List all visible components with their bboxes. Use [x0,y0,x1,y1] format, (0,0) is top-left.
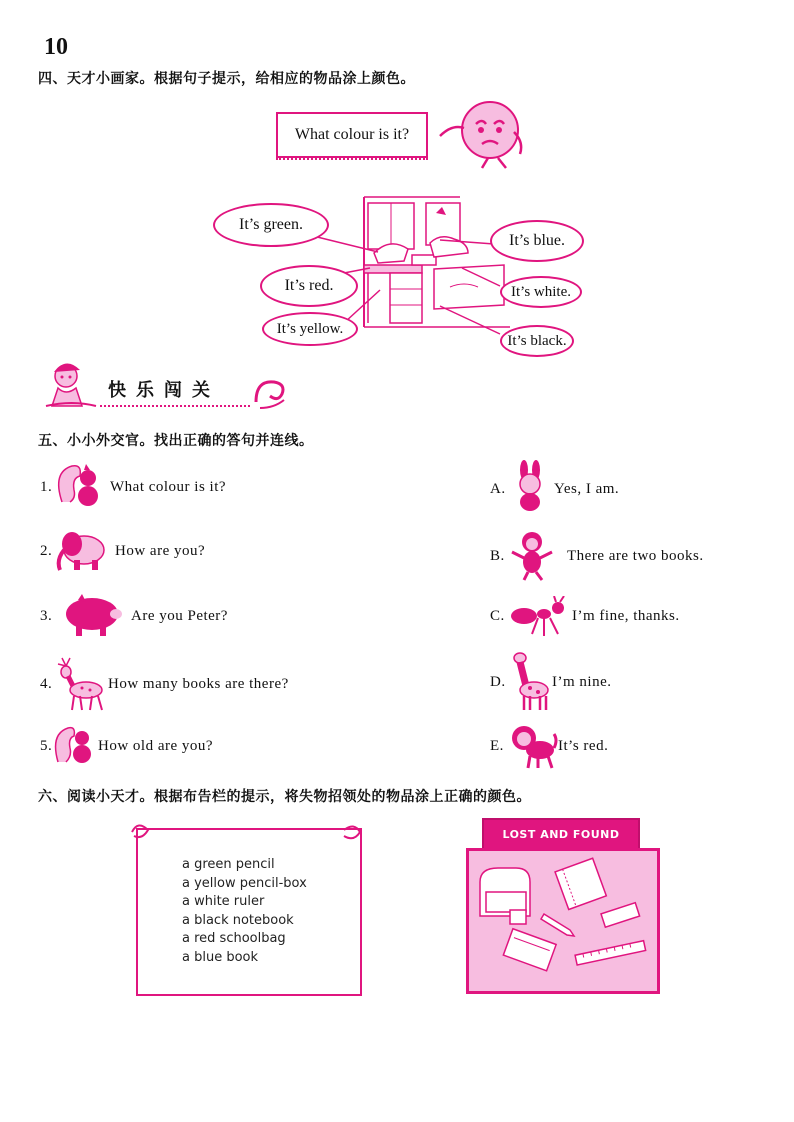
bubble-white-text: It’s white. [511,283,571,300]
bubble-blue-text: It’s blue. [509,232,565,249]
squirrel-icon [54,462,106,510]
lost-items-illustration [470,852,652,986]
bubble-yellow-text: It’s yellow. [276,320,344,337]
question-text: Are you Peter? [131,608,228,624]
bubble-blue [490,220,584,262]
giraffe-icon [508,650,552,712]
notice-item: a green pencil [182,857,275,872]
question-sign-text: What colour is it? [294,126,410,143]
answer-text: There are two books. [567,548,704,564]
deer-icon [54,656,106,712]
answer-letter: D. [490,674,506,690]
bubble-black [500,325,574,357]
question-number: 3. [40,608,53,624]
notice-pins [128,818,368,848]
answer-text: I’m fine, thanks. [572,608,680,624]
answer-text: I’m nine. [552,674,612,690]
bubble-black-text: It’s black. [507,332,567,349]
notice-item: a white ruler [182,894,265,909]
notice-item: a black notebook [182,912,294,928]
elephant-icon [54,528,112,574]
answer-letter: B. [490,548,505,564]
pencil-icon [541,914,574,936]
schoolbag-icon [480,868,530,924]
notice-item: a blue book [182,949,259,965]
answer-text: Yes, I am. [554,481,620,497]
lion-icon [508,722,558,770]
question-text: What colour is it? [110,479,227,495]
section-5-title: 五、小小外交官。找出正确的答句并连线。 [38,433,314,449]
book-icon [503,929,556,971]
banner-title: 快乐闯关 [108,380,220,401]
banner-underline [100,405,250,411]
answer-text: It’s red. [558,738,609,754]
pointer-lines [0,0,794,360]
question-text: How many books are there? [108,676,289,692]
ant-icon [506,596,572,638]
section-4-title: 四、天才小画家。根据句子提示，给相应的物品涂上颜色。 [38,71,415,87]
question-number: 1. [40,479,53,495]
child-mascot-icon [44,360,100,412]
section-6-title: 六、阅读小天才。根据布告栏的提示，将失物招领处的物品涂上正确的颜色。 [38,789,531,805]
answer-letter: C. [490,608,505,624]
notice-item: a red schoolbag [182,931,286,946]
monkey-icon [508,528,560,582]
bubble-red [260,265,358,307]
bubble-red-text: It’s red. [284,277,334,294]
question-number: 4. [40,676,53,692]
squirrel-icon [52,724,98,768]
pig-icon [58,594,124,638]
page-number: 10 [44,34,68,60]
rabbit-icon [508,460,552,514]
question-number: 2. [40,543,53,559]
swirl-decoration-icon [250,372,290,412]
answer-letter: E. [490,738,504,754]
pencil-box-icon [601,903,640,927]
bubble-green-text: It’s green. [239,216,303,233]
notice-item: a yellow pencil-box [182,875,307,891]
answer-letter: A. [490,481,506,497]
notebook-icon [555,858,606,909]
bubble-green [213,203,329,247]
question-number: 5. [40,738,53,754]
bubble-yellow [262,312,358,346]
ruler-icon [575,941,646,965]
lost-found-sign [482,818,640,850]
question-text: How are you? [115,543,206,559]
notice-list [182,856,342,967]
lost-found-sign-text: LOST AND FOUND [502,827,620,841]
question-text: How old are you? [98,738,214,754]
bubble-white [500,276,582,308]
